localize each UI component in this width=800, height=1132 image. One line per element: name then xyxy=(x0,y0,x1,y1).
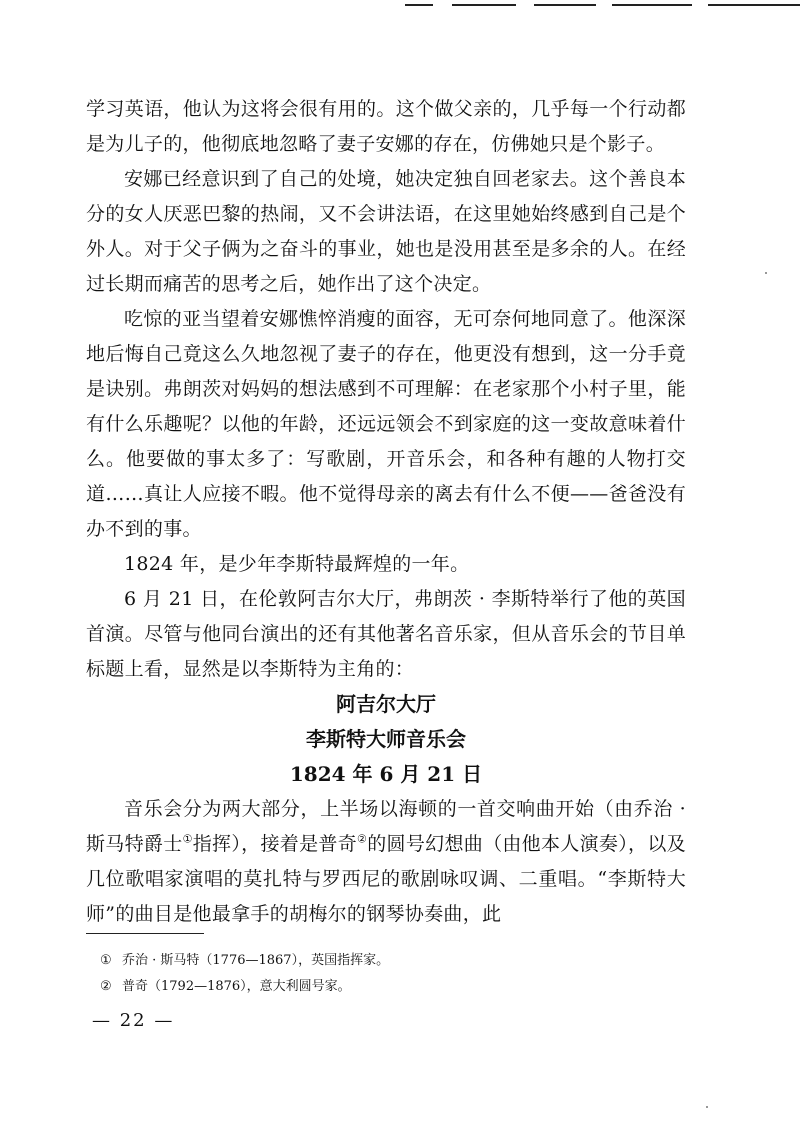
footnote-1 xyxy=(100,948,660,974)
program-date: 1824 年 6 月 21 日 xyxy=(289,762,483,786)
program-venue: 阿吉尔大厅 xyxy=(336,692,436,716)
paragraph-6-part-2: 指挥），接着是普奇 xyxy=(192,833,358,855)
top-edge-marks xyxy=(0,4,800,10)
page-number: — 22 — xyxy=(92,1010,175,1031)
scan-speck xyxy=(706,1106,708,1108)
footnotes xyxy=(100,948,660,1000)
footnote-2 xyxy=(100,974,660,1000)
paragraph-1: 学习英语，他认为这将会很有用的。这个做父亲的，几乎每一个行动都是为儿子的，他彻底地忽略了妻子安娜的存在，仿佛她只是个影子。 xyxy=(86,98,686,155)
concert-program xyxy=(86,687,686,792)
footnote-ref-2: ② xyxy=(357,832,368,846)
footnote-ref-1: ① xyxy=(182,832,193,846)
paragraph-5: 6 月 21 日，在伦敦阿吉尔大厅，弗朗茨 · 李斯特举行了他的英国首演。尽管与他同台演出的还有其他著名音乐家，但从音乐会的节目单标题上看，显然是以李斯特为主角的： xyxy=(86,588,686,680)
paragraph-6 xyxy=(86,792,686,932)
footnote-1-text: 乔治 · 斯马特（1776—1867），英国指挥家。 xyxy=(122,953,390,968)
footnote-2-mark: ② xyxy=(100,979,112,994)
footnote-rule xyxy=(86,933,204,934)
program-concert-title: 李斯特大师音乐会 xyxy=(306,727,466,751)
paragraph-6-part-1: 音乐会分为两大部分，上半场以海顿的一首交响曲开始（由乔治 · 斯马特爵士 xyxy=(86,798,686,855)
paragraph-3: 吃惊的亚当望着安娜憔悴消瘦的面容，无可奈何地同意了。他深深地后悔自己竟这么久地忽视了妻子的存在，他更没有想到，这一分手竟是诀别。弗朗茨对妈妈的想法感到不可理解：在老家那个小村子里，能有什么乐趣呢？以他的年龄，还远远领会不到家庭的这一变故意味着什么。他要做的事太多了：写歌剧，开音乐会，和各种有趣的人物打交道……真让人应接不暇。他不觉得母亲的离去有什么不便——爸爸没有办不到的事。 xyxy=(86,308,686,540)
page-body xyxy=(86,92,686,932)
paragraph-6-part-3: 的圆号幻想曲（由他本人演奏），以及几位歌唱家演唱的莫扎特与罗西尼的歌剧咏叹调、二重唱。“李斯特大师”的曲目是他最拿手的胡梅尔的钢琴协奏曲，此 xyxy=(86,833,686,925)
paragraph-2: 安娜已经意识到了自己的处境，她决定独自回老家去。这个善良本分的女人厌恶巴黎的热闹，又不会讲法语，在这里她始终感到自己是个外人。对于父子俩为之奋斗的事业，她也是没用甚至是多余的人。在经过长期而痛苦的思考之后，她作出了这个决定。 xyxy=(86,168,686,295)
footnote-2-text: 普奇（1792—1876），意大利圆号家。 xyxy=(122,979,351,994)
paragraph-4: 1824 年，是少年李斯特最辉煌的一年。 xyxy=(124,553,470,575)
scan-speck xyxy=(765,272,767,274)
footnote-1-mark: ① xyxy=(100,953,112,968)
